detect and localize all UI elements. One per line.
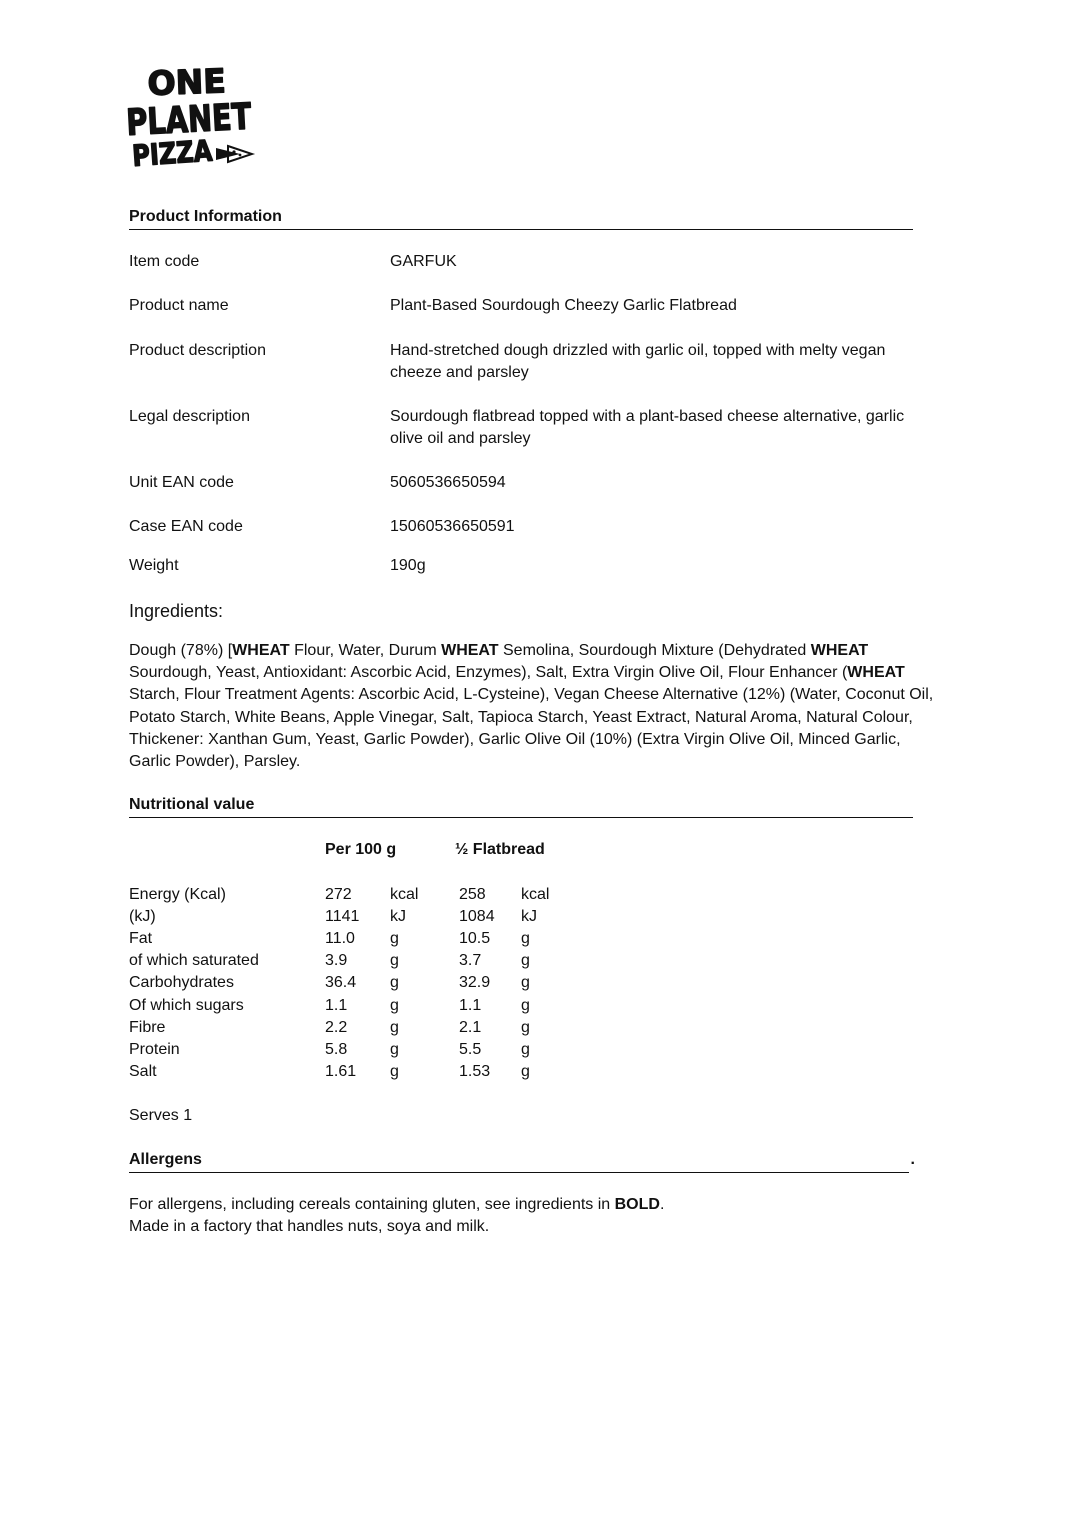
nutrient-value-half-flatbread: 32.9: [459, 974, 491, 992]
logo-line-pizza: PIZZA: [131, 132, 230, 173]
ingredients-segment: Semolina, Sourdough Mixture (Dehydrated: [498, 642, 811, 659]
allergens-bold-word: BOLD: [614, 1196, 660, 1213]
legal-description-label: Legal description: [129, 408, 250, 425]
nutrient-value-per-100g: 11.0: [325, 930, 355, 948]
pizza-slice-icon: [216, 146, 252, 162]
allergens-line-1-suffix: .: [659, 1196, 665, 1213]
product-description-label: Product description: [129, 342, 266, 359]
nutrient-unit-per-100g: g: [390, 1040, 399, 1058]
nutrient-unit-per-100g: g: [390, 1062, 399, 1080]
ingredients-text: [129, 640, 934, 773]
nutrient-unit-per-100g: kJ: [390, 908, 406, 926]
nutritional-value-heading: [129, 795, 913, 818]
serves-text: Serves 1: [129, 1107, 193, 1124]
nutrient-unit-per-100g: g: [390, 952, 399, 970]
nutrient-value-per-100g: 272: [325, 886, 352, 903]
nutrient-value-per-100g: 1.61: [325, 1062, 357, 1080]
product-description-value: Hand-stretched dough drizzled with garlic oil, topped with melty vegan cheeze and parsley: [390, 342, 886, 381]
nutrient-value-half-flatbread: 3.7: [459, 952, 482, 970]
nutrient-value-per-100g: 2.2: [325, 1018, 348, 1036]
nutrient-value-per-100g: 5.8: [325, 1040, 348, 1058]
nutrient-unit-half-flatbread: kJ: [521, 908, 537, 926]
nutrient-unit-per-100g: g: [390, 996, 399, 1014]
product-name-label: Product name: [129, 297, 229, 314]
nutrient-value-per-100g: 1141: [325, 908, 360, 926]
nutritional-value-heading-text: Nutritional value: [129, 796, 255, 813]
ingredients-segment: Starch, Flour Treatment Agents: Ascorbic Acid, L-Cysteine), Vegan Cheese Alternative (12%) (Water, Coconut Oil, Potato Starch, White Beans, Apple Vinegar, Salt, Tapioca Starch, Yeast Extract, Natural Aroma, Natural Colour, Thickener: Xanthan Gum, Yeast, Garlic Powder), Garlic Olive Oil (10%) (Extra Virgin Olive Oil, Minced Garlic, Garlic Powder), Parsley.: [129, 686, 934, 771]
ingredients-segment: Sourdough, Yeast, Antioxidant: Ascorbic Acid, Enzymes), Salt, Extra Virgin Olive Oil, Flour Enhancer (: [129, 664, 848, 682]
nutrient-unit-half-flatbread: g: [521, 1040, 530, 1058]
allergens-heading-text: Allergens: [129, 1151, 202, 1168]
ingredients-segment: Dough (78%) [: [129, 642, 233, 659]
nutrient-name: Fibre: [129, 1018, 166, 1036]
nutrient-value-half-flatbread: 258: [459, 886, 486, 903]
nutrient-unit-half-flatbread: g: [521, 974, 530, 992]
nutrient-name: Fat: [129, 930, 153, 948]
nutrient-unit-half-flatbread: g: [521, 1018, 530, 1036]
nutrient-value-half-flatbread: 1.1: [459, 996, 482, 1014]
legal-description-value: Sourdough flatbread topped with a plant-based cheese alternative, garlic olive oil and parsley: [390, 408, 905, 447]
nutrient-value-per-100g: 36.4: [325, 974, 357, 992]
unit-ean-label: Unit EAN code: [129, 474, 234, 491]
allergen-wheat: WHEAT: [847, 664, 905, 682]
allergens-heading-dot: .: [910, 1151, 915, 1168]
unit-ean-value: 5060536650594: [390, 474, 506, 491]
nutrient-name: Carbohydrates: [129, 974, 234, 992]
allergens-heading: [129, 1150, 915, 1173]
nutrient-value-half-flatbread: 10.5: [459, 930, 491, 948]
nutrient-name: Energy (Kcal): [129, 886, 226, 903]
nutrition-col-per-100g: Per 100 g: [325, 841, 397, 858]
item-code-label: Item code: [129, 253, 200, 270]
nutrient-name: of which saturated: [129, 952, 259, 970]
item-code-value: GARFUK: [390, 253, 457, 270]
nutrient-value-per-100g: 1.1: [325, 996, 348, 1014]
weight-value: 190g: [390, 557, 426, 574]
nutrition-col-half-flatbread: ½ Flatbread: [455, 841, 545, 858]
ingredients-heading: Ingredients:: [129, 601, 224, 621]
nutrient-value-half-flatbread: 5.5: [459, 1040, 482, 1058]
nutrient-name: Of which sugars: [129, 996, 244, 1014]
nutrient-value-half-flatbread: 2.1: [459, 1018, 482, 1036]
logo-line-one: ONE: [146, 61, 227, 103]
brand-logo-graphic: [124, 61, 284, 174]
nutrient-value-per-100g: 3.9: [325, 952, 348, 970]
nutrient-unit-half-flatbread: g: [521, 952, 530, 970]
nutrient-value-half-flatbread: 1084: [459, 908, 495, 926]
nutrient-unit-half-flatbread: kcal: [521, 886, 550, 903]
nutrient-unit-half-flatbread: g: [521, 996, 530, 1014]
product-information-heading-text: Product Information: [129, 208, 282, 225]
nutrient-unit-per-100g: g: [390, 1018, 399, 1036]
allergens-line-2: Made in a factory that handles nuts, soya and milk.: [129, 1218, 490, 1235]
allergen-wheat: WHEAT: [232, 642, 290, 659]
nutrient-unit-half-flatbread: g: [521, 930, 530, 948]
ingredients-segment: Flour, Water, Durum: [289, 642, 442, 659]
nutrient-value-half-flatbread: 1.53: [459, 1062, 491, 1080]
nutrient-unit-per-100g: g: [390, 974, 399, 992]
product-information-heading: [129, 207, 913, 230]
allergen-wheat: WHEAT: [441, 642, 499, 659]
nutrient-unit-per-100g: kcal: [390, 886, 419, 903]
brand-logo: [124, 61, 284, 174]
allergens-line-1: [129, 1194, 929, 1216]
weight-label: Weight: [129, 557, 179, 574]
allergens-line-1-prefix: For allergens, including cereals containing gluten, see ingredients in: [129, 1196, 615, 1213]
nutrient-unit-per-100g: g: [390, 930, 399, 948]
logo-line-planet: PLANET: [125, 94, 284, 144]
nutrient-name: (kJ): [129, 908, 156, 926]
nutrient-name: Protein: [129, 1040, 180, 1058]
nutrient-name: Salt: [129, 1062, 157, 1080]
case-ean-value: 15060536650591: [390, 518, 515, 535]
allergen-wheat: WHEAT: [810, 642, 869, 659]
case-ean-label: Case EAN code: [129, 518, 243, 535]
nutrient-unit-half-flatbread: g: [521, 1062, 530, 1080]
product-name-value: Plant-Based Sourdough Cheezy Garlic Flatbread: [390, 297, 737, 314]
